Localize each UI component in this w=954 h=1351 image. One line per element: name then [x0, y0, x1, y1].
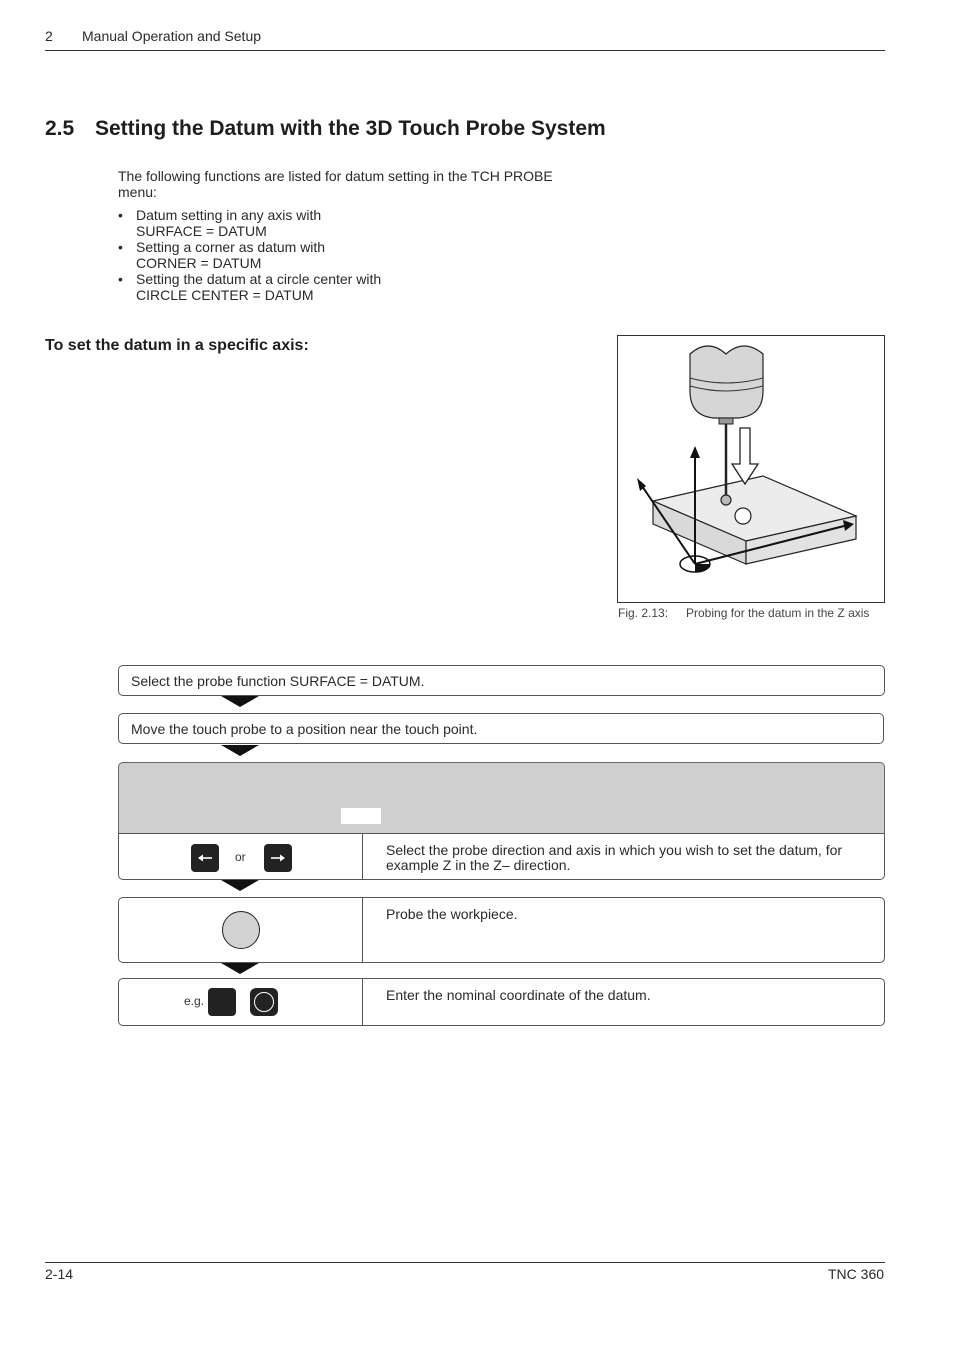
- step-select-direction: [118, 833, 885, 880]
- column-divider: [362, 979, 363, 1026]
- flow-arrow-icon: [221, 880, 259, 891]
- ent-key[interactable]: [250, 988, 278, 1016]
- page-number: 2-14: [45, 1266, 74, 1282]
- arrow-left-key[interactable]: [191, 844, 219, 872]
- circle-icon: [254, 992, 274, 1012]
- figure-probe-illustration: [617, 335, 885, 603]
- step-text: Select the probe direction and axis in which you wish to set the datum, for example Z in the Z– direction.: [386, 842, 843, 873]
- step-text: Probe the workpiece.: [386, 906, 518, 922]
- flow-arrow-icon: [221, 696, 259, 707]
- bullet-icon: •: [118, 207, 123, 223]
- figure-number: Fig. 2.13:: [618, 606, 669, 620]
- numeric-key[interactable]: [208, 988, 236, 1016]
- or-label: or: [235, 850, 246, 864]
- flow-arrow-icon: [221, 963, 259, 974]
- figure-caption: Probing for the datum in the Z axis: [686, 606, 870, 620]
- nc-start-button[interactable]: [222, 911, 260, 949]
- arrow-left-icon: [191, 844, 219, 872]
- list-item: • Setting a corner as datum with CORNER = DATUM: [118, 239, 326, 271]
- column-divider: [362, 834, 363, 880]
- bullet-icon: •: [118, 239, 123, 255]
- section-number: 2.5: [45, 117, 75, 140]
- column-divider: [362, 898, 363, 963]
- arrow-right-icon: [264, 844, 292, 872]
- softkey-highlight: [341, 808, 381, 824]
- function-list: [118, 207, 588, 303]
- product-name: TNC 360: [828, 1266, 885, 1282]
- arrow-right-key[interactable]: [264, 844, 292, 872]
- list-item: • Datum setting in any axis with SURFACE = DATUM: [118, 207, 322, 239]
- footer-rule: [45, 1262, 885, 1263]
- header-chapter-title: Manual Operation and Setup: [82, 28, 262, 44]
- step-select-function: [118, 665, 885, 696]
- touch-probe-illustration: [618, 336, 884, 602]
- step-text: Move the touch probe to a position near the touch point.: [131, 721, 478, 737]
- eg-label: e.g.: [184, 994, 205, 1008]
- list-item: • Setting the datum at a circle center with CIRCLE CENTER = DATUM: [118, 271, 382, 303]
- header-chapter-number: 2: [45, 28, 53, 44]
- step-text: Select the probe function SURFACE = DATUM.: [131, 673, 425, 689]
- header-rule: [45, 50, 885, 51]
- flow-arrow-icon: [221, 745, 259, 756]
- step-move-probe: [118, 713, 884, 744]
- step-probe-workpiece: [118, 897, 885, 963]
- bullet-icon: •: [118, 271, 123, 287]
- subheading: To set the datum in a specific axis:: [45, 337, 309, 354]
- step-text: Enter the nominal coordinate of the datum.: [386, 987, 651, 1003]
- softkey-panel: [118, 762, 885, 834]
- section-title: Setting the Datum with the 3D Touch Probe System: [95, 117, 606, 140]
- intro-text: The following functions are listed for datum setting in the TCH PROBE menu:: [118, 168, 553, 200]
- step-enter-coordinate: [118, 978, 885, 1026]
